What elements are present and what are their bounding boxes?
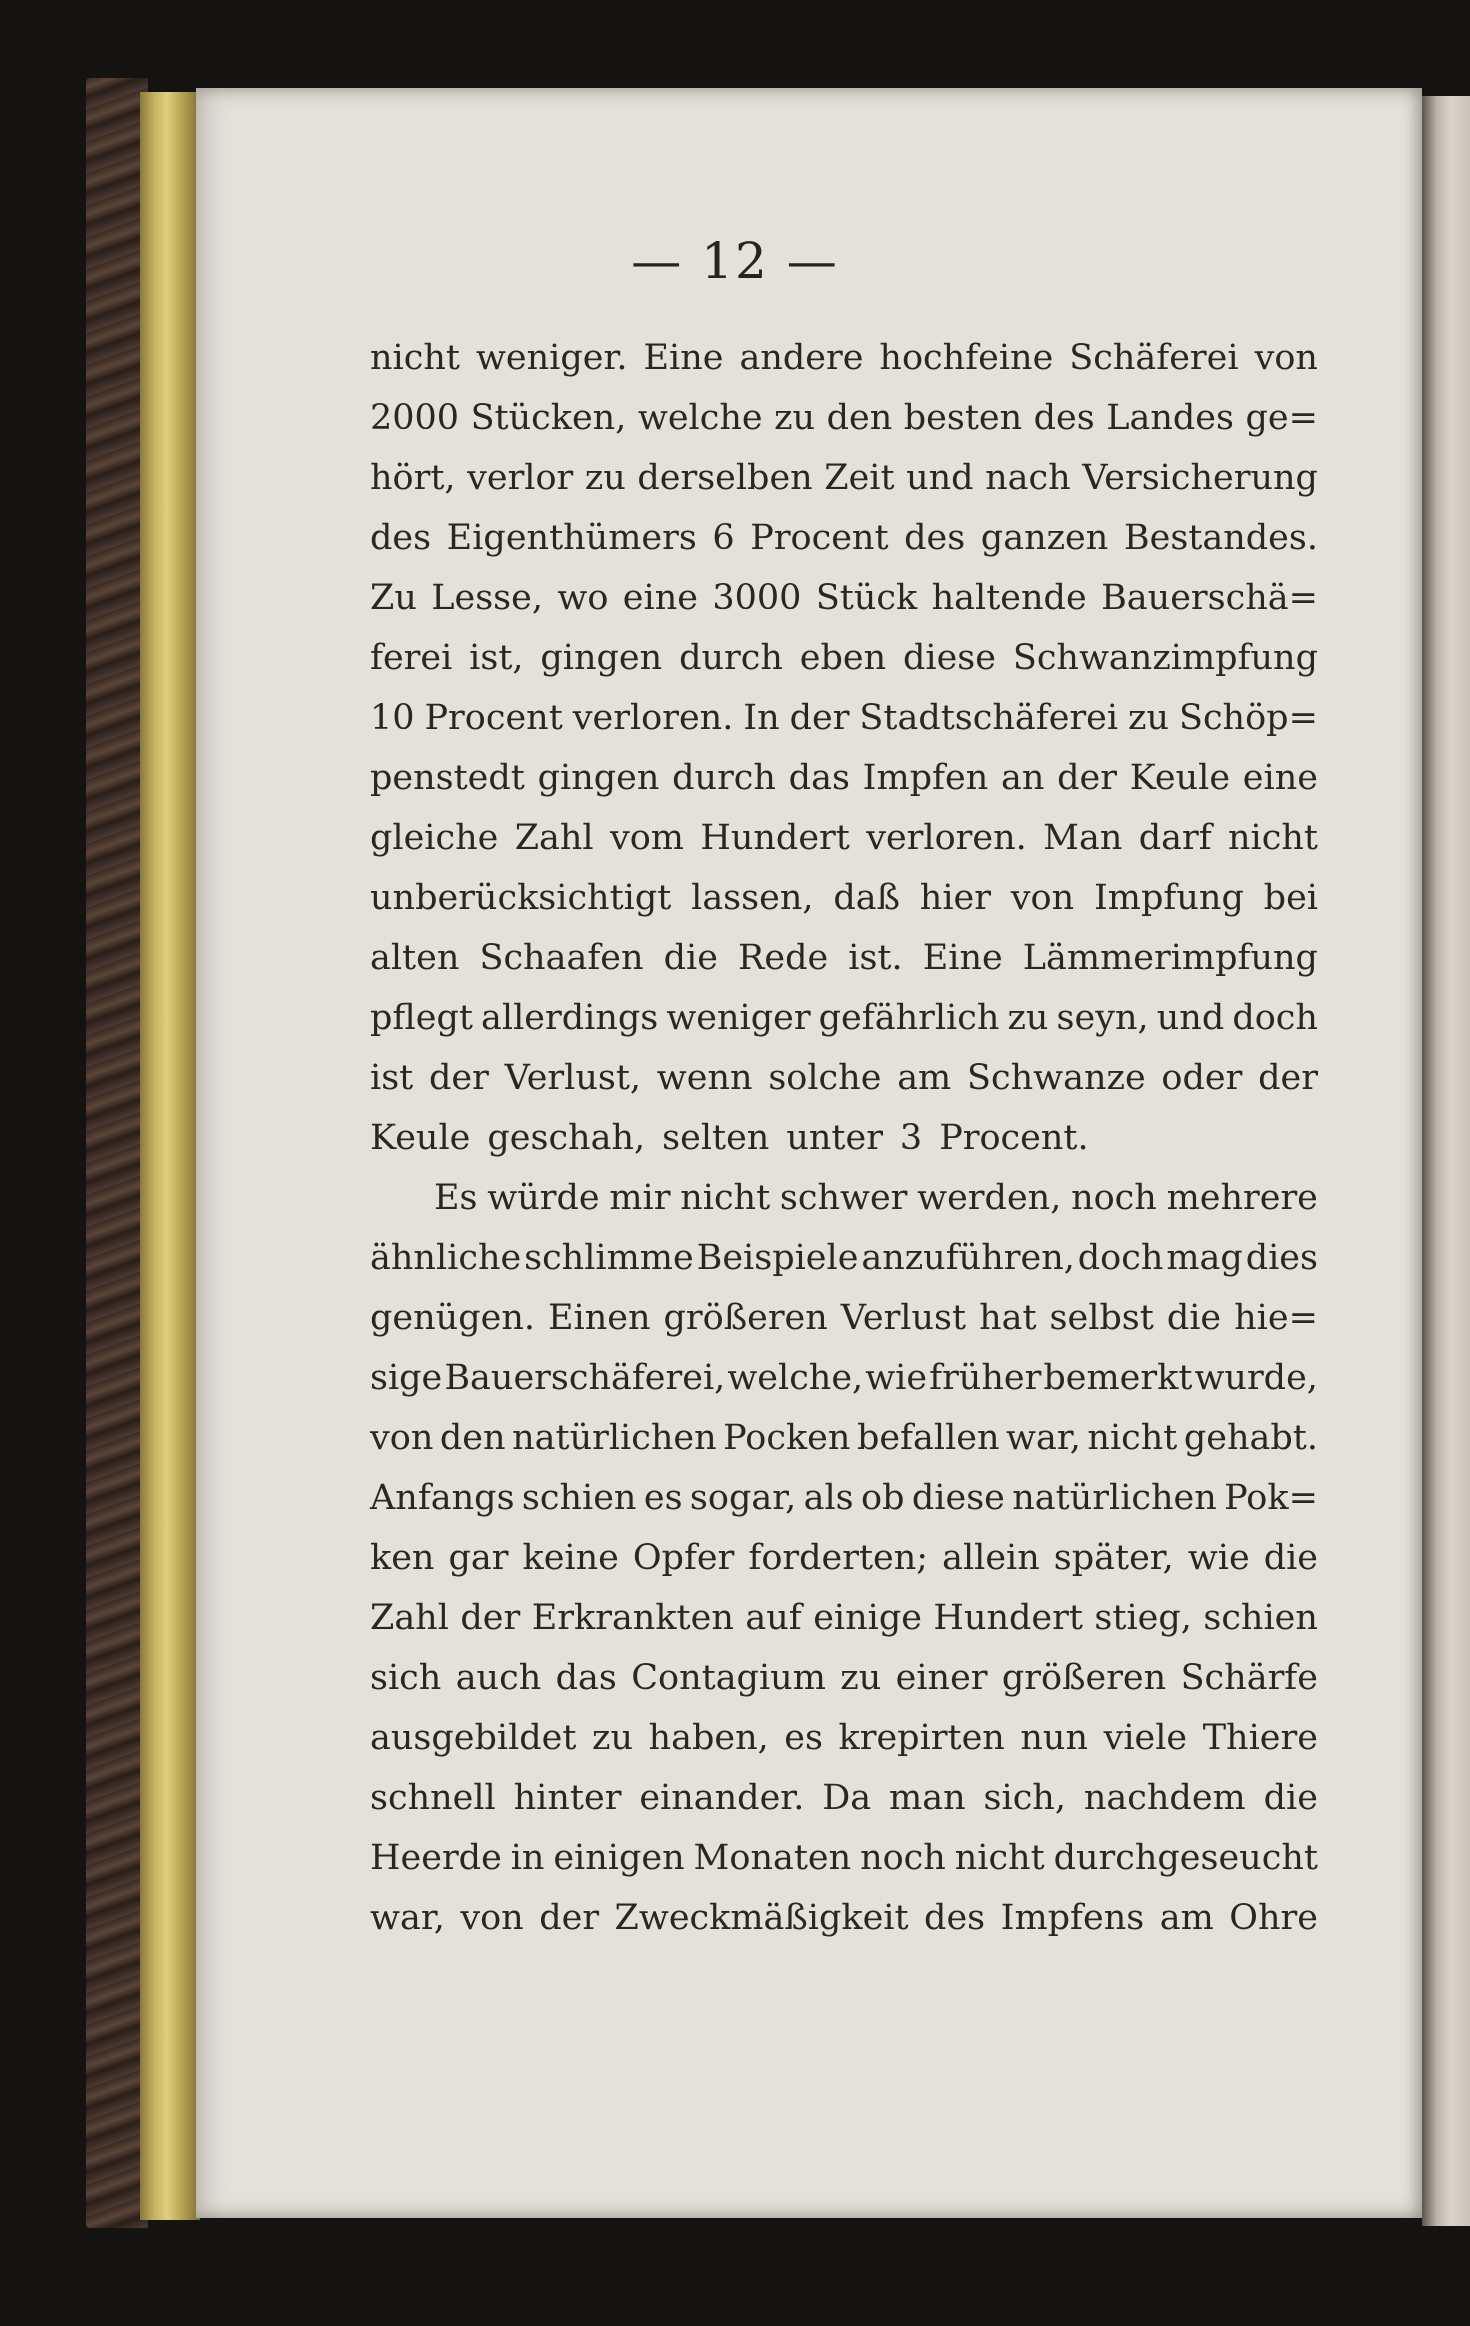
word: hinter xyxy=(513,1778,622,1818)
word: besten xyxy=(903,398,1023,438)
word: gleiche xyxy=(370,818,499,858)
word: keine xyxy=(522,1538,619,1578)
text-line xyxy=(370,1288,1318,1348)
word: Procent. xyxy=(939,1118,1089,1158)
word: der xyxy=(789,698,850,738)
text-line xyxy=(370,748,1318,808)
word: des xyxy=(1033,398,1095,438)
word: nicht xyxy=(1227,818,1318,858)
word: eine xyxy=(1242,758,1318,798)
word: zu xyxy=(1128,698,1170,738)
text-line xyxy=(370,988,1318,1048)
word: von xyxy=(460,1898,524,1938)
word: forderten; xyxy=(748,1538,929,1578)
paragraph-last-line xyxy=(370,1108,1318,1168)
word: ist, xyxy=(469,638,524,678)
text-line xyxy=(370,568,1318,628)
word: Ohre xyxy=(1229,1898,1318,1938)
word: die xyxy=(1263,1778,1318,1818)
word: Impfen xyxy=(862,758,989,798)
text-line xyxy=(370,1528,1318,1588)
word: von xyxy=(370,1418,434,1458)
word: verloren. xyxy=(866,818,1027,858)
word: befallen xyxy=(856,1418,1000,1458)
word: die xyxy=(1263,1538,1318,1578)
word: nun xyxy=(1020,1718,1089,1758)
word: genügen. xyxy=(370,1298,535,1338)
text-line xyxy=(370,928,1318,988)
word: vom xyxy=(609,818,684,858)
word: Schärfe xyxy=(1180,1658,1318,1698)
text-line xyxy=(370,1828,1318,1888)
word: Bauerschä= xyxy=(1101,578,1318,618)
word: Lämmerimpfung xyxy=(1022,938,1318,978)
word: Verlust xyxy=(840,1298,967,1338)
word: Eine xyxy=(922,938,1003,978)
word: In xyxy=(743,698,780,738)
word: war, xyxy=(1006,1418,1081,1458)
word: ob xyxy=(861,1478,905,1518)
word: des xyxy=(904,518,966,558)
page-number: — 12 — xyxy=(631,232,839,290)
word: wurde, xyxy=(1194,1358,1318,1398)
word: hochfeine xyxy=(879,338,1054,378)
word: wenn xyxy=(656,1058,753,1098)
word: verloren. xyxy=(572,698,734,738)
word: Opfer xyxy=(632,1538,735,1578)
word: verlor xyxy=(467,458,574,498)
word: selbst xyxy=(1049,1298,1154,1338)
text-line xyxy=(370,1768,1318,1828)
word: nicht xyxy=(370,338,460,378)
word: Zahl xyxy=(370,1598,449,1638)
word: darf xyxy=(1138,818,1212,858)
word: zu xyxy=(774,398,816,438)
word: Impfens xyxy=(1000,1898,1145,1938)
word: 6 xyxy=(712,518,735,558)
word: ganzen xyxy=(980,518,1109,558)
word: 10 xyxy=(370,698,415,738)
word: ken xyxy=(370,1538,435,1578)
word: schien xyxy=(1203,1598,1318,1638)
word: der xyxy=(429,1058,489,1098)
word: es xyxy=(784,1718,823,1758)
word: schnell xyxy=(370,1778,496,1818)
word: sogar, xyxy=(689,1478,797,1518)
word: bemerkt xyxy=(1043,1358,1193,1398)
word: und xyxy=(1156,998,1225,1038)
word: zu xyxy=(1007,998,1049,1038)
text-line xyxy=(370,508,1318,568)
word: ferei xyxy=(370,638,453,678)
gilt-page-edges xyxy=(140,92,200,2220)
word: des xyxy=(924,1898,986,1938)
word: natürlichen xyxy=(1012,1478,1217,1518)
word: Impfung xyxy=(1093,878,1244,918)
text-line xyxy=(370,1888,1318,1948)
word: Eigenthümers xyxy=(446,518,697,558)
marbled-cover xyxy=(86,78,148,2228)
word: diese xyxy=(911,1478,1005,1518)
word: man xyxy=(889,1778,966,1818)
word: schien xyxy=(521,1478,637,1518)
word: noch xyxy=(1071,1178,1157,1218)
word: gar xyxy=(448,1538,509,1578)
word: sige xyxy=(370,1358,443,1398)
word: den xyxy=(826,398,893,438)
word: durch xyxy=(679,638,783,678)
text-line xyxy=(370,388,1318,448)
word: hört, xyxy=(370,458,456,498)
word: oder xyxy=(1161,1058,1243,1098)
word: Pocken xyxy=(723,1418,851,1458)
word: größeren xyxy=(663,1298,828,1338)
word: solche xyxy=(768,1058,882,1098)
word: ge= xyxy=(1245,398,1318,438)
word: Verlust, xyxy=(504,1058,642,1098)
word: weniger xyxy=(666,998,811,1038)
text-line xyxy=(370,868,1318,928)
word: der xyxy=(460,1598,521,1638)
word: zu xyxy=(592,1718,633,1758)
text-line xyxy=(370,1588,1318,1648)
word: Schäferei xyxy=(1069,338,1239,378)
word: diese xyxy=(902,638,996,678)
word: und xyxy=(906,458,974,498)
paragraph-first-line xyxy=(370,1168,1318,1228)
word: gehabt. xyxy=(1183,1418,1318,1458)
text-line xyxy=(370,1708,1318,1768)
word: haltende xyxy=(931,578,1087,618)
word: Bauerschäferei, xyxy=(444,1358,726,1398)
word: Keule xyxy=(1129,758,1231,798)
word: die xyxy=(1166,1298,1222,1338)
word: würde xyxy=(487,1178,600,1218)
word: Hundert xyxy=(700,818,850,858)
text-line xyxy=(370,448,1318,508)
word: unberücksichtigt xyxy=(370,878,672,918)
word: ähnliche xyxy=(370,1238,522,1278)
word: viele xyxy=(1103,1718,1188,1758)
word: einige xyxy=(813,1598,922,1638)
word: Lesse, xyxy=(431,578,543,618)
word: war, xyxy=(370,1898,445,1938)
word: Procent xyxy=(424,698,563,738)
text-line xyxy=(370,628,1318,688)
word: wie xyxy=(1187,1538,1250,1578)
word: anzuführen, xyxy=(861,1238,1075,1278)
word: das xyxy=(788,758,850,798)
word: einer xyxy=(895,1658,988,1698)
word: zu xyxy=(840,1658,882,1698)
word: Zu xyxy=(370,578,417,618)
word: Einen xyxy=(547,1298,651,1338)
word: gefährlich xyxy=(818,998,1000,1038)
word: zu xyxy=(584,458,626,498)
text-line xyxy=(370,688,1318,748)
word: Anfangs xyxy=(370,1478,515,1518)
word: hat xyxy=(979,1298,1037,1338)
word: werden, xyxy=(917,1178,1062,1218)
word: Monaten xyxy=(693,1838,852,1878)
word: Es xyxy=(434,1178,478,1218)
word: mir xyxy=(609,1178,671,1218)
word: gingen xyxy=(537,758,660,798)
word: Versicherung xyxy=(1082,458,1318,498)
word: nach xyxy=(985,458,1071,498)
word: Stück xyxy=(815,578,918,618)
body-text xyxy=(370,328,1318,1948)
word: nachdem xyxy=(1083,1778,1246,1818)
word: Rede xyxy=(738,938,829,978)
word: daß xyxy=(833,878,900,918)
text-line xyxy=(370,1408,1318,1468)
next-page-edge xyxy=(1422,96,1470,2226)
word: natürlichen xyxy=(512,1418,717,1458)
text-line xyxy=(370,1348,1318,1408)
text-line xyxy=(370,1648,1318,1708)
word: von xyxy=(1254,338,1318,378)
word: ist xyxy=(370,1058,414,1098)
word: wo xyxy=(557,578,609,618)
word: einander. xyxy=(639,1778,805,1818)
word: Procent xyxy=(750,518,889,558)
word: Beispiele xyxy=(696,1238,859,1278)
word: das xyxy=(555,1658,617,1698)
word: allerdings xyxy=(481,998,659,1038)
word: Zweckmäßigkeit xyxy=(614,1898,909,1938)
word: 2000 xyxy=(370,398,460,438)
word: derselben xyxy=(637,458,813,498)
word: ausgebildet xyxy=(370,1718,577,1758)
word: als xyxy=(803,1478,854,1518)
word: am xyxy=(897,1058,952,1098)
word: später, xyxy=(1053,1538,1174,1578)
word: Schwanzimpfung xyxy=(1012,638,1318,678)
word: penstedt xyxy=(370,758,525,798)
word: Stadtschäferei xyxy=(859,698,1119,738)
word: Contagium xyxy=(631,1658,826,1698)
word: 3000 xyxy=(712,578,802,618)
word: nicht xyxy=(680,1178,771,1218)
text-line xyxy=(370,328,1318,388)
word: sich, xyxy=(983,1778,1066,1818)
word: in xyxy=(510,1838,545,1878)
word: Schwanze xyxy=(967,1058,1146,1098)
word: geschah, xyxy=(487,1118,646,1158)
word: krepirten xyxy=(838,1718,1005,1758)
word: stieg, xyxy=(1094,1598,1192,1638)
word: welche xyxy=(637,398,763,438)
word: größeren xyxy=(1001,1658,1167,1698)
word: auf xyxy=(745,1598,802,1638)
text-line xyxy=(370,808,1318,868)
word: Erkrankten xyxy=(531,1598,734,1638)
word: hier xyxy=(919,878,991,918)
word: hie= xyxy=(1234,1298,1318,1338)
word: einigen xyxy=(553,1838,685,1878)
word: alten xyxy=(370,938,460,978)
word: auch xyxy=(455,1658,542,1698)
word: der xyxy=(1057,758,1117,798)
word: 3 xyxy=(899,1118,923,1158)
word: durch xyxy=(672,758,776,798)
word: andere xyxy=(739,338,864,378)
word: des xyxy=(370,518,432,558)
word: Stücken, xyxy=(470,398,627,438)
word: schwer xyxy=(779,1178,908,1218)
word: noch xyxy=(860,1838,946,1878)
word: doch xyxy=(1232,998,1318,1038)
word: Bestandes. xyxy=(1123,518,1318,558)
word: Man xyxy=(1043,818,1123,858)
word: der xyxy=(539,1898,600,1938)
word: unter xyxy=(786,1118,883,1158)
word: durchgeseucht xyxy=(1053,1838,1318,1878)
word: weniger. xyxy=(475,338,628,378)
word: der xyxy=(1258,1058,1318,1098)
word: pflegt xyxy=(370,998,473,1038)
word: Zahl xyxy=(514,818,594,858)
word: Pok= xyxy=(1224,1478,1318,1518)
word: Hundert xyxy=(933,1598,1083,1638)
word: mehrere xyxy=(1166,1178,1318,1218)
word: die xyxy=(663,938,718,978)
word: mag xyxy=(1166,1238,1243,1278)
word: am xyxy=(1159,1898,1214,1938)
word: Thiere xyxy=(1202,1718,1318,1758)
word: Da xyxy=(822,1778,872,1818)
word: allein xyxy=(942,1538,1040,1578)
word: gingen xyxy=(540,638,663,678)
word: wie xyxy=(865,1358,928,1398)
word: schlimme xyxy=(524,1238,694,1278)
word: Keule xyxy=(370,1118,471,1158)
word: Schaafen xyxy=(479,938,644,978)
word: bei xyxy=(1263,878,1318,918)
word: Zeit xyxy=(824,458,895,498)
word: seyn, xyxy=(1056,998,1149,1038)
word: Landes xyxy=(1106,398,1234,438)
word: nicht xyxy=(1087,1418,1178,1458)
word: früher xyxy=(929,1358,1042,1398)
text-line xyxy=(370,1468,1318,1528)
word: sich xyxy=(370,1658,442,1698)
word: selten xyxy=(662,1118,770,1158)
word: Heerde xyxy=(370,1838,502,1878)
word: doch xyxy=(1077,1238,1164,1278)
word: es xyxy=(643,1478,683,1518)
word: eine xyxy=(622,578,698,618)
word: haben, xyxy=(648,1718,769,1758)
word: nicht xyxy=(954,1838,1045,1878)
word: von xyxy=(1010,878,1075,918)
word: ist. xyxy=(848,938,903,978)
text-line xyxy=(370,1048,1318,1108)
word: Eine xyxy=(643,338,724,378)
word: lassen, xyxy=(691,878,814,918)
word: welche, xyxy=(727,1358,864,1398)
text-line xyxy=(370,1228,1318,1288)
word: Schöp= xyxy=(1178,698,1318,738)
word: dies xyxy=(1245,1238,1318,1278)
word: den xyxy=(439,1418,506,1458)
word: an xyxy=(1000,758,1045,798)
word: eben xyxy=(799,638,887,678)
